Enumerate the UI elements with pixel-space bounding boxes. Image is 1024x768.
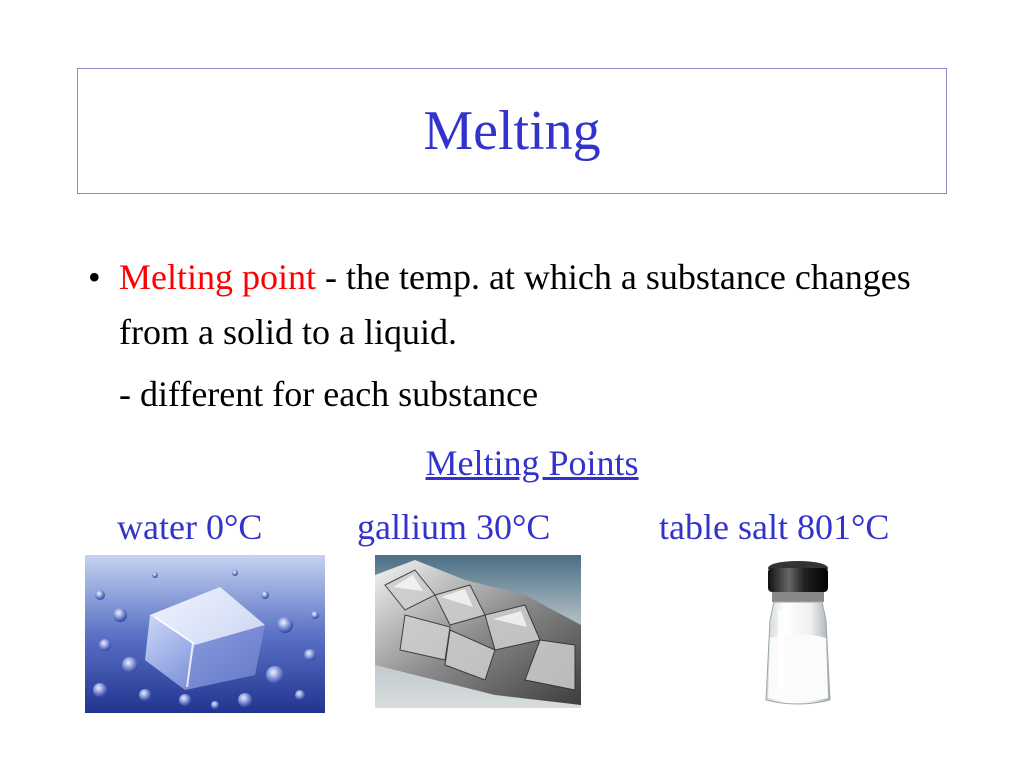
bullet-text: [119, 250, 979, 360]
title-frame: [77, 68, 947, 194]
bullet-icon: •: [88, 257, 101, 297]
ice-cube-image: [85, 555, 325, 713]
salt-melting-point: table salt 801°C: [659, 507, 890, 547]
slide-title: Melting: [423, 100, 601, 162]
gallium-melting-point: gallium 30°C: [357, 507, 551, 547]
melting-points-link[interactable]: Melting Points: [425, 443, 639, 483]
water-melting-point: water 0°C: [117, 507, 263, 547]
gallium-image: [375, 555, 581, 708]
melting-point-term: Melting point: [119, 257, 316, 297]
salt-shaker-image: [758, 560, 838, 710]
sub-point: - different for each substance: [119, 374, 539, 414]
melting-point-definition: - the temp. at which a substance changes from a solid to a liquid.: [119, 257, 911, 352]
